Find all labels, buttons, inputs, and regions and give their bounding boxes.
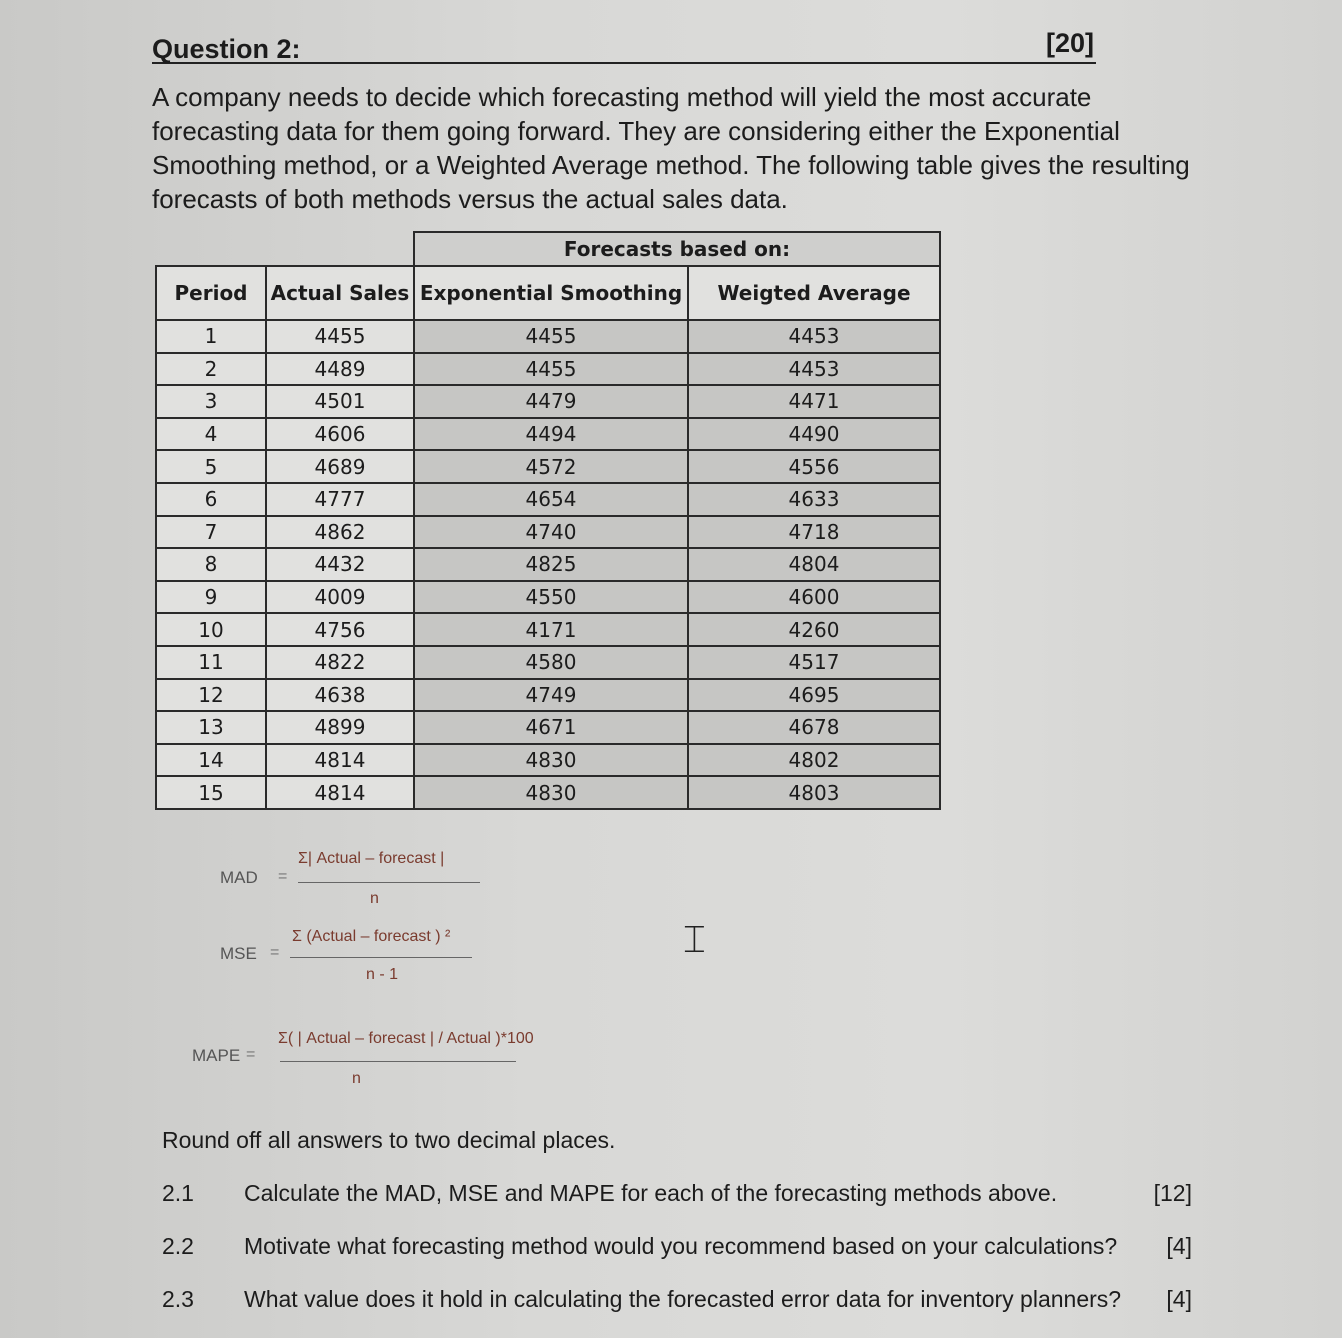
forecasts-group-header: Forecasts based on: <box>414 232 940 266</box>
cell-actual-sales: 4455 <box>266 320 414 353</box>
table-row <box>156 385 940 418</box>
header-exponential-smoothing: Exponential Smoothing <box>414 266 688 320</box>
mad-formula <box>220 848 490 908</box>
table-row <box>156 353 940 386</box>
cell-period: 6 <box>156 483 266 516</box>
cell-weighted-average: 4517 <box>688 646 940 679</box>
mad-fraction-line <box>298 882 480 883</box>
mad-equals: = <box>278 868 288 885</box>
table-row <box>156 744 940 777</box>
table-row <box>156 320 940 353</box>
sub-question-marks: [12] <box>1153 1180 1192 1206</box>
cell-actual-sales: 4822 <box>266 646 414 679</box>
cell-weighted-average: 4678 <box>688 711 940 744</box>
text-cursor-icon: ⌶ <box>683 917 706 961</box>
cell-period: 13 <box>156 711 266 744</box>
cell-exponential-smoothing: 4740 <box>414 516 688 549</box>
question-title: Question 2: <box>152 34 301 64</box>
mape-formula <box>192 1028 532 1092</box>
table-row <box>156 679 940 712</box>
table-row <box>156 418 940 451</box>
table-row <box>156 613 940 646</box>
sub-question-number: 2.3 <box>162 1286 194 1312</box>
sub-question-number: 2.2 <box>162 1233 194 1259</box>
cell-weighted-average: 4695 <box>688 679 940 712</box>
cell-exponential-smoothing: 4749 <box>414 679 688 712</box>
cell-exponential-smoothing: 4550 <box>414 581 688 614</box>
sub-question-text: Motivate what forecasting method would you recommend based on your calculations? <box>244 1233 1118 1259</box>
cell-exponential-smoothing: 4494 <box>414 418 688 451</box>
cell-weighted-average: 4804 <box>688 548 940 581</box>
cell-period: 3 <box>156 385 266 418</box>
cell-exponential-smoothing: 4671 <box>414 711 688 744</box>
mse-equals: = <box>270 944 280 961</box>
cell-exponential-smoothing: 4455 <box>414 320 688 353</box>
cell-exponential-smoothing: 4654 <box>414 483 688 516</box>
cell-actual-sales: 4689 <box>266 450 414 483</box>
cell-period: 12 <box>156 679 266 712</box>
table-row <box>156 581 940 614</box>
cell-actual-sales: 4814 <box>266 744 414 777</box>
cell-exponential-smoothing: 4572 <box>414 450 688 483</box>
sub-question-text: Calculate the MAD, MSE and MAPE for each of the forecasting methods above. <box>244 1180 1058 1206</box>
cell-weighted-average: 4453 <box>688 320 940 353</box>
cell-period: 11 <box>156 646 266 679</box>
question-intro: A company needs to decide which forecasting method will yield the most accurate forecasting data for them going forward. They are considering either the Exponential Smoothing method, or a Weighted Average method. The following table gives the resulting forecasts of both methods versus the actual sales data. <box>152 82 1190 214</box>
sub-question-marks: [4] <box>1166 1233 1192 1259</box>
mse-denominator: n - 1 <box>366 966 399 983</box>
table-row <box>156 483 940 516</box>
mad-label: MAD <box>220 868 258 887</box>
mape-fraction-line <box>280 1061 516 1062</box>
cell-weighted-average: 4600 <box>688 581 940 614</box>
cell-period: 4 <box>156 418 266 451</box>
cell-exponential-smoothing: 4171 <box>414 613 688 646</box>
cell-period: 15 <box>156 776 266 809</box>
cell-actual-sales: 4009 <box>266 581 414 614</box>
cell-actual-sales: 4489 <box>266 353 414 386</box>
cell-weighted-average: 4803 <box>688 776 940 809</box>
cell-actual-sales: 4606 <box>266 418 414 451</box>
cell-actual-sales: 4638 <box>266 679 414 712</box>
cell-exponential-smoothing: 4830 <box>414 744 688 777</box>
table-blank-corner <box>156 232 414 266</box>
cell-actual-sales: 4862 <box>266 516 414 549</box>
header-period: Period <box>156 266 266 320</box>
cell-period: 14 <box>156 744 266 777</box>
cell-exponential-smoothing: 4580 <box>414 646 688 679</box>
table-row <box>156 776 940 809</box>
cell-period: 5 <box>156 450 266 483</box>
sub-question-number: 2.1 <box>162 1180 194 1206</box>
mse-label: MSE <box>220 944 257 963</box>
cell-actual-sales: 4501 <box>266 385 414 418</box>
header-actual-sales: Actual Sales <box>266 266 414 320</box>
table-row <box>156 711 940 744</box>
cell-weighted-average: 4633 <box>688 483 940 516</box>
cell-actual-sales: 4814 <box>266 776 414 809</box>
cell-weighted-average: 4718 <box>688 516 940 549</box>
cell-exponential-smoothing: 4825 <box>414 548 688 581</box>
cell-weighted-average: 4453 <box>688 353 940 386</box>
cell-weighted-average: 4802 <box>688 744 940 777</box>
table-row <box>156 450 940 483</box>
cell-actual-sales: 4756 <box>266 613 414 646</box>
mad-numerator: Σ| Actual – forecast | <box>298 850 445 867</box>
cell-period: 8 <box>156 548 266 581</box>
header-weighted-average: Weigted Average <box>688 266 940 320</box>
cell-period: 9 <box>156 581 266 614</box>
cell-exponential-smoothing: 4455 <box>414 353 688 386</box>
cell-actual-sales: 4777 <box>266 483 414 516</box>
mape-numerator: Σ( | Actual – forecast | / Actual )*100 <box>278 1030 534 1047</box>
sub-question-text: What value does it hold in calculating the forecasted error data for inventory planners? <box>244 1286 1122 1312</box>
table-row <box>156 646 940 679</box>
mse-formula <box>220 926 490 986</box>
mad-denominator: n <box>370 890 379 907</box>
cell-period: 7 <box>156 516 266 549</box>
question-marks: [20] <box>1045 28 1094 58</box>
cell-period: 1 <box>156 320 266 353</box>
cell-actual-sales: 4899 <box>266 711 414 744</box>
sub-question-marks: [4] <box>1166 1286 1192 1312</box>
cell-actual-sales: 4432 <box>266 548 414 581</box>
cell-exponential-smoothing: 4830 <box>414 776 688 809</box>
table-body <box>156 320 940 809</box>
cell-weighted-average: 4556 <box>688 450 940 483</box>
mse-fraction-line <box>290 957 472 958</box>
rounding-instruction: Round off all answers to two decimal places. <box>162 1127 616 1153</box>
cell-exponential-smoothing: 4479 <box>414 385 688 418</box>
forecast-table <box>155 231 941 810</box>
cell-period: 10 <box>156 613 266 646</box>
mape-equals: = <box>246 1046 256 1063</box>
mse-numerator: Σ (Actual – forecast ) ² <box>292 928 451 945</box>
cell-weighted-average: 4471 <box>688 385 940 418</box>
cell-weighted-average: 4260 <box>688 613 940 646</box>
table-row <box>156 516 940 549</box>
cell-period: 2 <box>156 353 266 386</box>
mape-denominator: n <box>352 1070 361 1087</box>
mape-label: MAPE <box>192 1046 241 1065</box>
cell-weighted-average: 4490 <box>688 418 940 451</box>
question-header <box>152 28 1096 64</box>
table-row <box>156 548 940 581</box>
